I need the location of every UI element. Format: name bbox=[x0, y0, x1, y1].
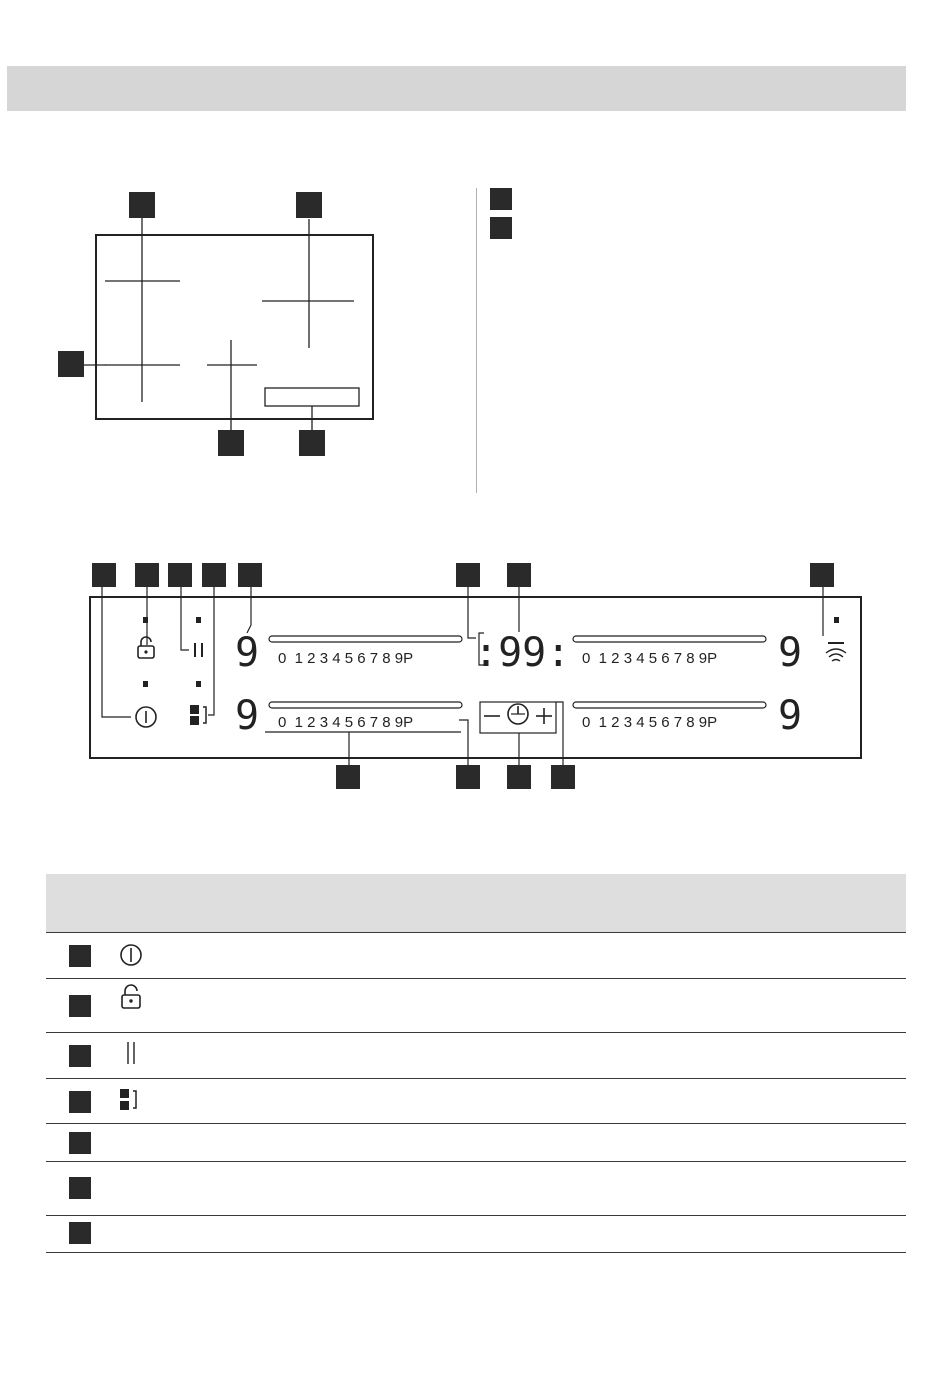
zone-display-digit: 9 bbox=[778, 630, 803, 676]
zone-display-digit: 9 bbox=[235, 630, 260, 676]
timer-display: :99: bbox=[474, 630, 571, 676]
zone-display-digit: 9 bbox=[778, 693, 803, 739]
lock-icon bbox=[122, 985, 140, 1008]
power-scale: 0 1 2 3 4 5 6 7 8 9P bbox=[582, 714, 718, 731]
power-scale: 0 1 2 3 4 5 6 7 8 9P bbox=[278, 650, 414, 667]
power-scale: 0 1 2 3 4 5 6 7 8 9P bbox=[582, 650, 718, 667]
bridge-icon bbox=[120, 1089, 136, 1110]
zone-display-digit: 9 bbox=[235, 693, 260, 739]
power-scale: 0 1 2 3 4 5 6 7 8 9P bbox=[278, 714, 414, 731]
pause-icon bbox=[128, 1042, 134, 1064]
power-icon bbox=[121, 945, 141, 965]
